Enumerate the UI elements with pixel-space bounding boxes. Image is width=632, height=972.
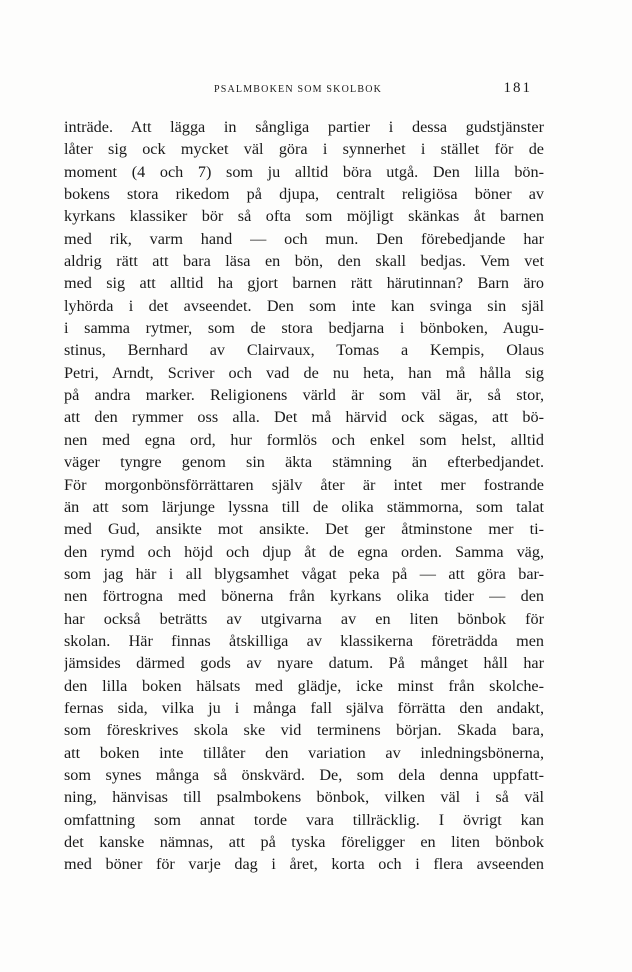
text-line: som synes många så önskvärd. De, som dela denna uppfatt- (64, 765, 544, 784)
text-line: ning, hänvisas till psalmbokens bönbok, vilken väl i så väl (64, 788, 544, 807)
text-line: den lilla boken hälsats med glädje, icke minst från skolche- (64, 676, 544, 695)
text-line: den rymd och höjd och djup åt de egna orden. Samma väg, (64, 542, 544, 561)
text-line: För morgonbönsförrättaren själv åter är intet mer fostrande (64, 475, 544, 494)
text-line: med böner för varje dag i året, korta och i flera avseenden (64, 855, 544, 874)
text-line: kyrkans klassiker bör så ofta som möjligt skänkas åt barnen (64, 207, 544, 226)
page-number: 181 (503, 80, 532, 96)
text-line: låter sig ock mycket väl göra i synnerhet i stället för de (64, 140, 544, 159)
text-line: med sig att alltid ha gjort barnen rätt härutinnan? Barn äro (64, 274, 544, 293)
text-line: moment (4 och 7) som ju alltid böra utgå. Den lilla bön- (64, 162, 544, 181)
text-line: skolan. Här finnas åtskilliga av klassikerna företrädda men (64, 631, 544, 650)
text-line: på andra marker. Religionens värld är som väl är, så stor, (64, 386, 544, 405)
text-line: som föreskrives skola ske vid terminens början. Skada bara, (64, 721, 544, 740)
text-line: det kanske nämnas, att på tyska föreligger en liten bönbok (64, 833, 544, 851)
running-title: PSALMBOKEN SOM SKOLBOK (213, 84, 383, 95)
text-line: i samma rytmer, som de stora bedjarna i bönboken, Augu- (64, 319, 544, 338)
text-line: fernas sida, vilka ju i många fall själva förrätta den andakt, (64, 698, 544, 717)
running-head (64, 80, 532, 100)
text-line: lyhörda i det avseendet. Den som inte kan svinga sin själ (64, 296, 544, 315)
text-line: omfattning som annat torde vara tillräcklig. I övrigt kan (64, 810, 544, 829)
text-line: inträde. Att lägga in sångliga partier i dessa gudstjänster (64, 118, 544, 136)
text-line: Petri, Arndt, Scriver och vad de nu heta, han må hålla sig (64, 363, 544, 382)
text-line: nen med egna ord, hur formlös och enkel som helst, alltid (64, 430, 544, 449)
text-line: med rik, varm hand — och mun. Den förebedjande har (64, 229, 544, 248)
text-line: än att som lärjunge lyssna till de olika stämmorna, som talat (64, 497, 544, 516)
text-line: bokens stora rikedom på djupa, centralt religiösa böner av (64, 185, 544, 204)
text-line: att den rymmer oss alla. Det må härvid ock sägas, att bö- (64, 408, 544, 427)
text-line: stinus, Bernhard av Clairvaux, Tomas a Kempis, Olaus (64, 341, 544, 360)
text-line: som jag här i all blygsamhet vågat peka på — att göra bar- (64, 564, 544, 583)
text-line: nen förtrogna med bönerna från kyrkans olika tider — den (64, 587, 544, 606)
text-line: aldrig rätt att bara läsa en bön, den skall bedjas. Vem vet (64, 252, 544, 271)
text-line: att boken inte tillåter den variation av inledningsbönerna, (64, 743, 544, 762)
text-line: väger tyngre genom sin äkta stämning än efterbedjandet. (64, 453, 544, 472)
body-text (64, 116, 544, 876)
text-line: jämsides därmed gods av nyare datum. På månget håll har (64, 654, 544, 673)
text-line: med Gud, ansikte mot ansikte. Det ger åtminstone mer ti- (64, 520, 544, 539)
text-line: har också beträtts av utgivarna av en liten bönbok för (64, 609, 544, 628)
